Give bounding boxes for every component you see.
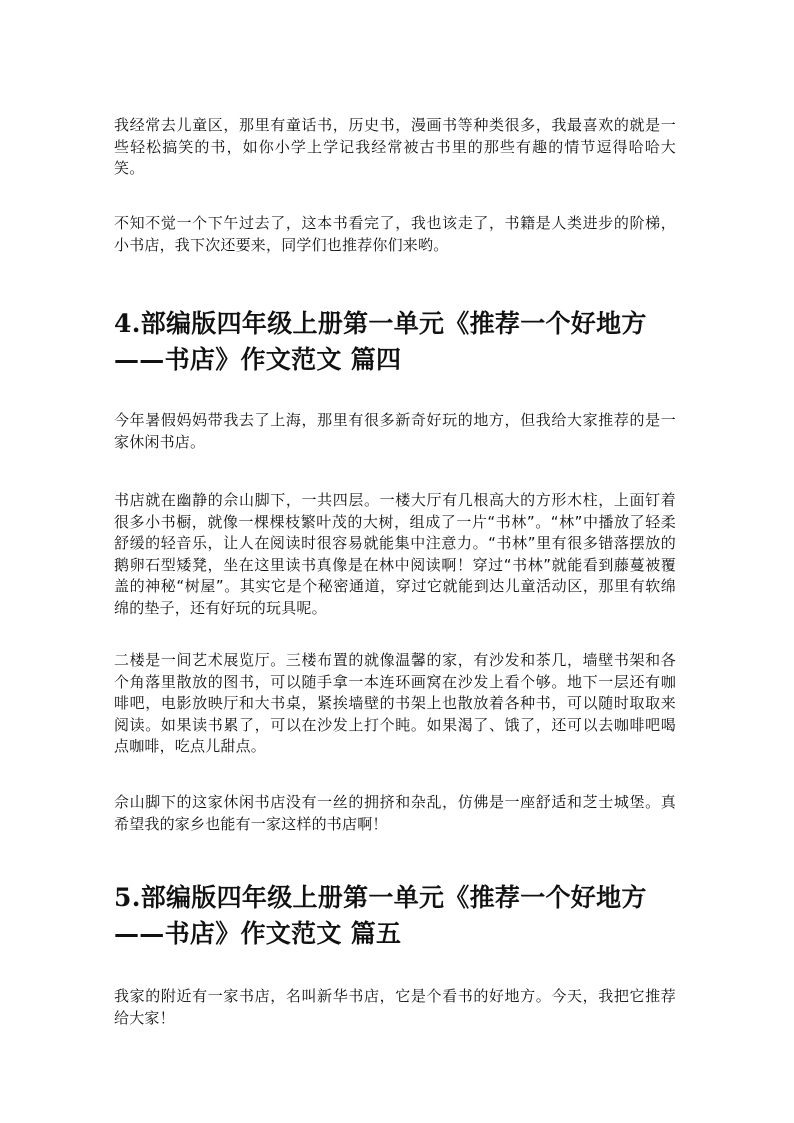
paragraph-xinhua-bookstore: 我家的附近有一家书店，名叫新华书店，它是个看书的好地方。今天，我把它推荐给大家！ xyxy=(114,987,676,1027)
essay-heading-5: 5.部编版四年级上册第一单元《推荐一个好地方——书店》作文范文 篇五 xyxy=(114,883,647,948)
paragraph-other-floors: 二楼是一间艺术展览厅。三楼布置的就像温馨的家，有沙发和茶几，墙壁书架和各个角落里散放的图书，可以随手拿一本连环画窝在沙发上看个够。地下一层还有咖啡吧，电影放映厅和大书桌，紧挨墙壁的书架上也散放着各种书，可以随时取取来阅读。如果读书累了，可以在沙发上打个盹。如果渴了、饿了，还可以去咖啡吧喝点咖啡，吃点儿甜点。 xyxy=(114,651,676,755)
paragraph-first-floor: 书店就在幽静的佘山脚下，一共四层。一楼大厅有几根高大的方形木柱，上面钉着很多小书橱，就像一棵棵枝繁叶茂的大树，组成了一片“书林”。“林”中播放了轻柔舒缓的轻音乐，让人在阅读时很容易就能集中注意力。“书林”里有很多错落摆放的鹅卵石型矮凳，坐在这里读书真像是在林中阅读啊！穿过“书林”就能看到藤蔓被覆盖的神秘“树屋”。其实它是个秘密通道，穿过它就能到达儿童活动区，那里有软绵绵的垫子，还有好玩的玩具呢。 xyxy=(114,491,677,617)
paragraph-children-section: 我经常去儿童区，那里有童话书，历史书，漫画书等种类很多，我最喜欢的就是一些轻松搞笑的书，如你小学上学记我经常被古书里的那些有趣的情节逗得哈哈大笑。 xyxy=(114,116,676,177)
paragraph-shanghai-trip: 今年暑假妈妈带我去了上海，那里有很多新奇好玩的地方，但我给大家推荐的是一家休闲书店。 xyxy=(114,411,676,451)
essay-heading-4: 4.部编版四年级上册第一单元《推荐一个好地方——书店》作文范文 篇四 xyxy=(114,309,647,374)
paragraph-leaving-bookstore: 不知不觉一个下午过去了，这本书看完了，我也该走了，书籍是人类进步的阶梯，小书店，我下次还要来，同学们也推荐你们来哟。 xyxy=(114,214,676,254)
paragraph-conclusion: 佘山脚下的这家休闲书店没有一丝的拥挤和杂乱，仿佛是一座舒适和芝士城堡。真希望我的家乡也能有一家这样的书店啊！ xyxy=(114,793,676,833)
